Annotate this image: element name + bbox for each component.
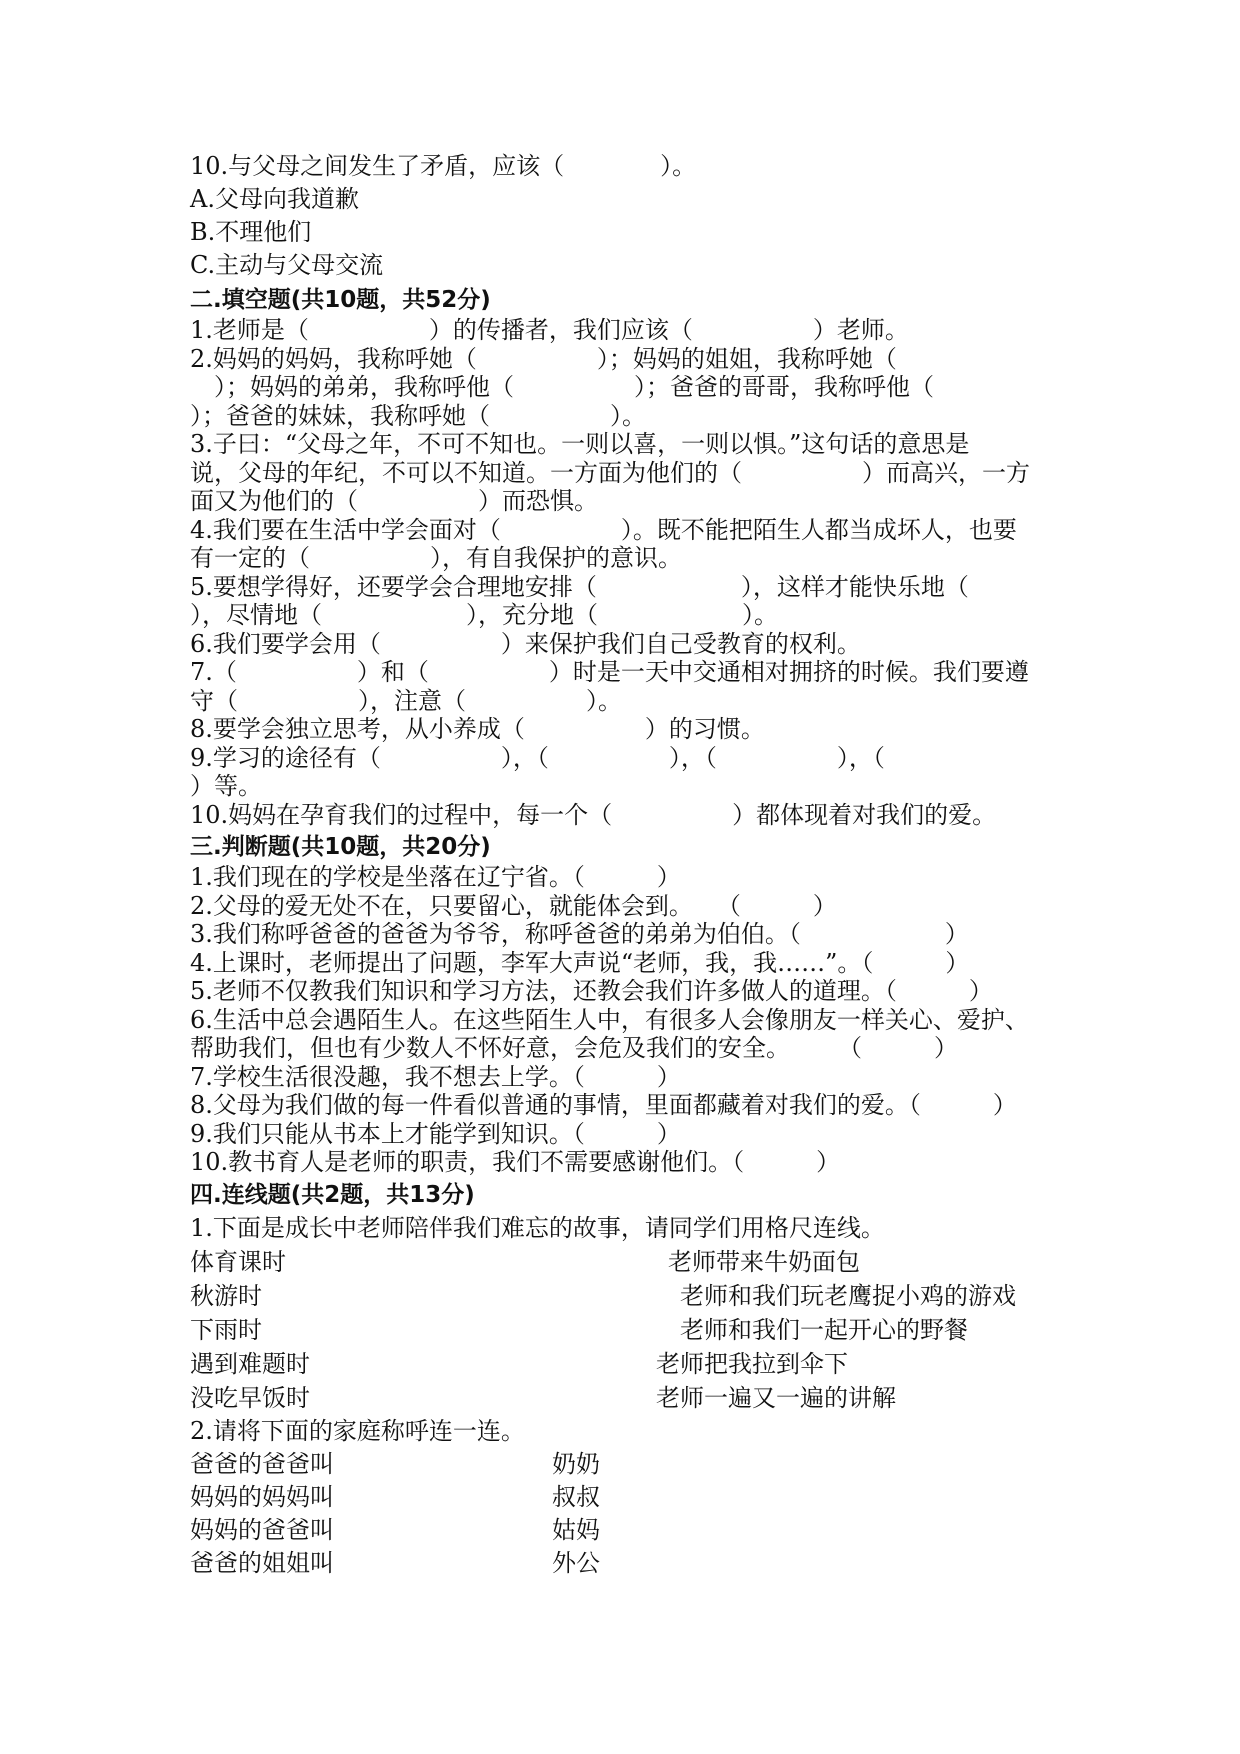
match-left-item: 没吃早饭时 [190,1383,310,1412]
match-left-item: 下雨时 [190,1315,262,1344]
match-row [190,1381,1070,1415]
text-line: 9.学习的途径有（ ），（ ），（ ），（ [190,743,885,772]
text-line: 1.我们现在的学校是坐落在辽宁省。（ ） [190,863,681,891]
text-line: ）等。 [190,772,262,800]
text-line: 10.教书育人是老师的职责，我们不需要感谢他们。（ ） [190,1148,841,1176]
match-row [190,1481,1070,1514]
match-row [190,1448,1070,1481]
question-stem: 2.请将下面的家庭称呼连一连。 [190,1416,525,1445]
section-matching [190,1179,1070,1580]
section-title: 三.判断题(共10题，共20分) [190,834,491,860]
text-line: 6.我们要学会用（ ）来保护我们自己受教育的权利。 [190,629,861,658]
match-left-item: 遇到难题时 [190,1349,310,1378]
text-line: 8.父母为我们做的每一件看似普通的事情，里面都藏着对我们的爱。（ ） [190,1091,1017,1119]
match-row [190,1514,1070,1547]
text-line: 9.我们只能从书本上才能学到知识。（ ） [190,1119,681,1148]
match-right-item: 奶奶 [552,1449,600,1478]
text-line: 1.老师是（ ）的传播者，我们应该（ ）老师。 [190,316,909,344]
match-row [190,1313,1070,1347]
match-right-item: 叔叔 [552,1482,600,1511]
text-line: 说，父母的年纪，不可以不知道。一方面为他们的（ ）而高兴，一方 [190,458,1030,487]
text-line: 5.要想学得好，还要学会合理地安排（ ），这样才能快乐地（ [190,572,969,601]
match-row [190,1245,1070,1279]
option-b: B.不理他们 [190,218,312,246]
section-fill-blanks [190,284,1070,829]
match-left-item: 妈妈的妈妈叫 [190,1482,334,1511]
match-right-item: 老师带来牛奶面包 [668,1247,860,1276]
section-title: 四.连线题(共2题，共13分) [190,1181,475,1208]
text-line: 2.父母的爱无处不在，只要留心，就能体会到。 （ ） [190,891,837,920]
text-line: ），尽情地（ ），充分地（ ）。 [190,601,778,629]
question-stem: 10.与父母之间发生了矛盾，应该（ ）。 [190,152,697,180]
text-line: 面又为他们的（ ）而恐惧。 [190,487,598,515]
text-line: 6.生活中总会遇陌生人。在这些陌生人中，有很多人会像朋友一样关心、爱护、 [190,1005,1029,1034]
match-right-item: 外公 [552,1548,600,1577]
text-line: 5.老师不仅教我们知识和学习方法，还教会我们许多做人的道理。（ ） [190,977,993,1005]
match-right-item: 老师和我们一起开心的野餐 [680,1315,968,1344]
text-line: 7.（ ）和（ ）时是一天中交通相对拥挤的时候。我们要遵 [190,658,1029,686]
section-title: 二.填空题(共10题，共52分) [190,287,491,313]
text-line: ）；妈妈的弟弟，我称呼他（ ）；爸爸的哥哥，我称呼他（ [190,373,934,401]
text-line: 帮助我们，但也有少数人不怀好意，会危及我们的安全。 （ ） [190,1034,958,1062]
match-left-item: 爸爸的爸爸叫 [190,1449,334,1478]
match-right-item: 姑妈 [552,1515,600,1544]
text-line: 8.要学会独立思考，从小养成（ ）的习惯。 [190,715,765,743]
text-line: 4.我们要在生活中学会面对（ ）。既不能把陌生人都当成坏人，也要 [190,515,1017,544]
section-true-false [190,831,1070,1177]
text-line: 4.上课时，老师提出了问题，李军大声说“老师，我，我……”。（ ） [190,948,970,977]
match-left-item: 体育课时 [190,1247,286,1276]
text-line: 3.子曰：“父母之年，不可不知也。一则以喜，一则以惧。”这句话的意思是 [190,430,970,458]
match-row [190,1547,1070,1580]
match-right-item: 老师和我们玩老鹰捉小鸡的游戏 [680,1281,1016,1310]
text-line: 2.妈妈的妈妈，我称呼她（ ）；妈妈的姐姐，我称呼她（ [190,344,897,373]
text-line: 守（ ），注意（ ）。 [190,686,622,715]
match-left-item: 妈妈的爸爸叫 [190,1515,334,1544]
text-line: 有一定的（ ），有自我保护的意识。 [190,544,682,572]
text-line: ）；爸爸的妹妹，我称呼她（ ）。 [190,401,646,430]
match-right-item: 老师把我拉到伞下 [656,1349,848,1378]
mc-question-10 [190,150,1070,282]
match-right-item: 老师一遍又一遍的讲解 [656,1383,896,1412]
text-line: 7.学校生活很没趣，我不想去上学。（ ） [190,1062,681,1091]
text-line: 3.我们称呼爸爸的爸爸为爷爷，称呼爸爸的弟弟为伯伯。（ ） [190,920,969,948]
match-left-item: 爸爸的姐姐叫 [190,1548,334,1577]
match-row [190,1347,1070,1381]
match-left-item: 秋游时 [190,1281,262,1310]
question-stem: 1.下面是成长中老师陪伴我们难忘的故事，请同学们用格尺连线。 [190,1213,885,1242]
exam-page [190,150,1070,1580]
option-a: A.父母向我道歉 [190,185,359,213]
text-line: 10.妈妈在孕育我们的过程中，每一个（ ）都体现着对我们的爱。 [190,800,997,829]
option-c: C.主动与父母交流 [190,251,384,279]
match-row [190,1279,1070,1313]
